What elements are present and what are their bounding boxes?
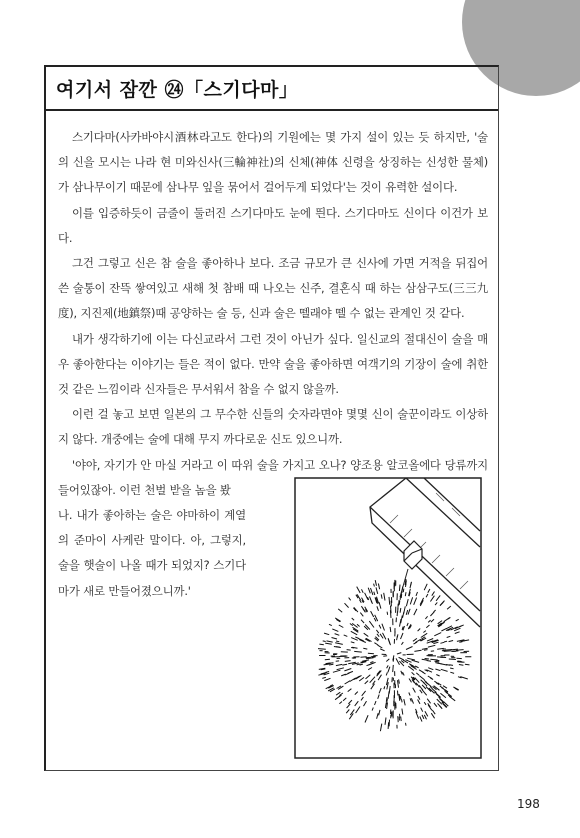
paragraph-1: 스기다마(사카바야시酒林라고도 한다)의 기원에는 몇 가지 설이 있는 듯 하지만, '술의 신을 모시는 나라 현 미와신사(三輪神社)의 신체(神体 신령을 상징하는 신성한 물체)가 삼나무이기 때문에 삼나무 잎을 묶어서 걸어두게 되었다'는 것이 유력한 설이다. — [58, 130, 488, 195]
paragraph-6-start: '야야, 자기가 안 마실 거라고 이 따위 술을 가지고 오나? 양조용 알코올에다 당류까지 들어있잖아. 이런 천벌 받을 놈을 봤 — [58, 457, 488, 497]
paragraph-6-end: 나. 내가 좋아하는 술은 야마하이 계열의 준마이 사케란 말이다. 아, 그렇지, 술을 햇술이 나올 때가 되었지? 스기다마가 새로 만들어졌으니까.' — [58, 508, 246, 598]
section-title: 여기서 잠깐 ㉔「스기다마」 — [56, 79, 299, 101]
paragraph-5: 이런 걸 놓고 보면 일본의 그 무수한 신들의 숫자라면야 몇몇 신이 술꾼이라도 이상하지 않다. 개중에는 술에 대해 무지 까다로운 신도 있으니까. — [58, 407, 488, 447]
paragraph-4: 내가 생각하기에 이는 다신교라서 그런 것이 아닌가 싶다. 일신교의 절대신이 술을 매우 좋아한다는 이야기는 들은 적이 없다. 만약 술을 좋아하면 여객기의 기장이 술에 취한 것 같은 느낌이라 신자들은 무서워서 참을 수 없지 않을까. — [58, 331, 488, 397]
title-bar — [46, 67, 498, 111]
sidebar-box — [44, 65, 499, 771]
paragraph-3: 그건 그렇고 신은 참 술을 좋아하나 보다. 조금 규모가 큰 신사에 가면 거적을 뒤집어 쓴 술통이 잔뜩 쌓여있고 새해 첫 참배 때 나오는 신주, 결혼식 때 하는 삼삼구도(三三九度), 지진제(地鎮祭)때 공양하는 술 등, 신과 술은 뗄래야 뗄 수 없는 관계인 것 같다. — [58, 256, 488, 321]
page-number: 198 — [517, 797, 540, 811]
sugidama-illustration — [294, 477, 482, 759]
paragraph-2: 이를 입증하듯이 금줄이 둘러진 스기다마도 눈에 띈다. 스기다마도 신이다 이건가 보다. — [58, 205, 488, 245]
